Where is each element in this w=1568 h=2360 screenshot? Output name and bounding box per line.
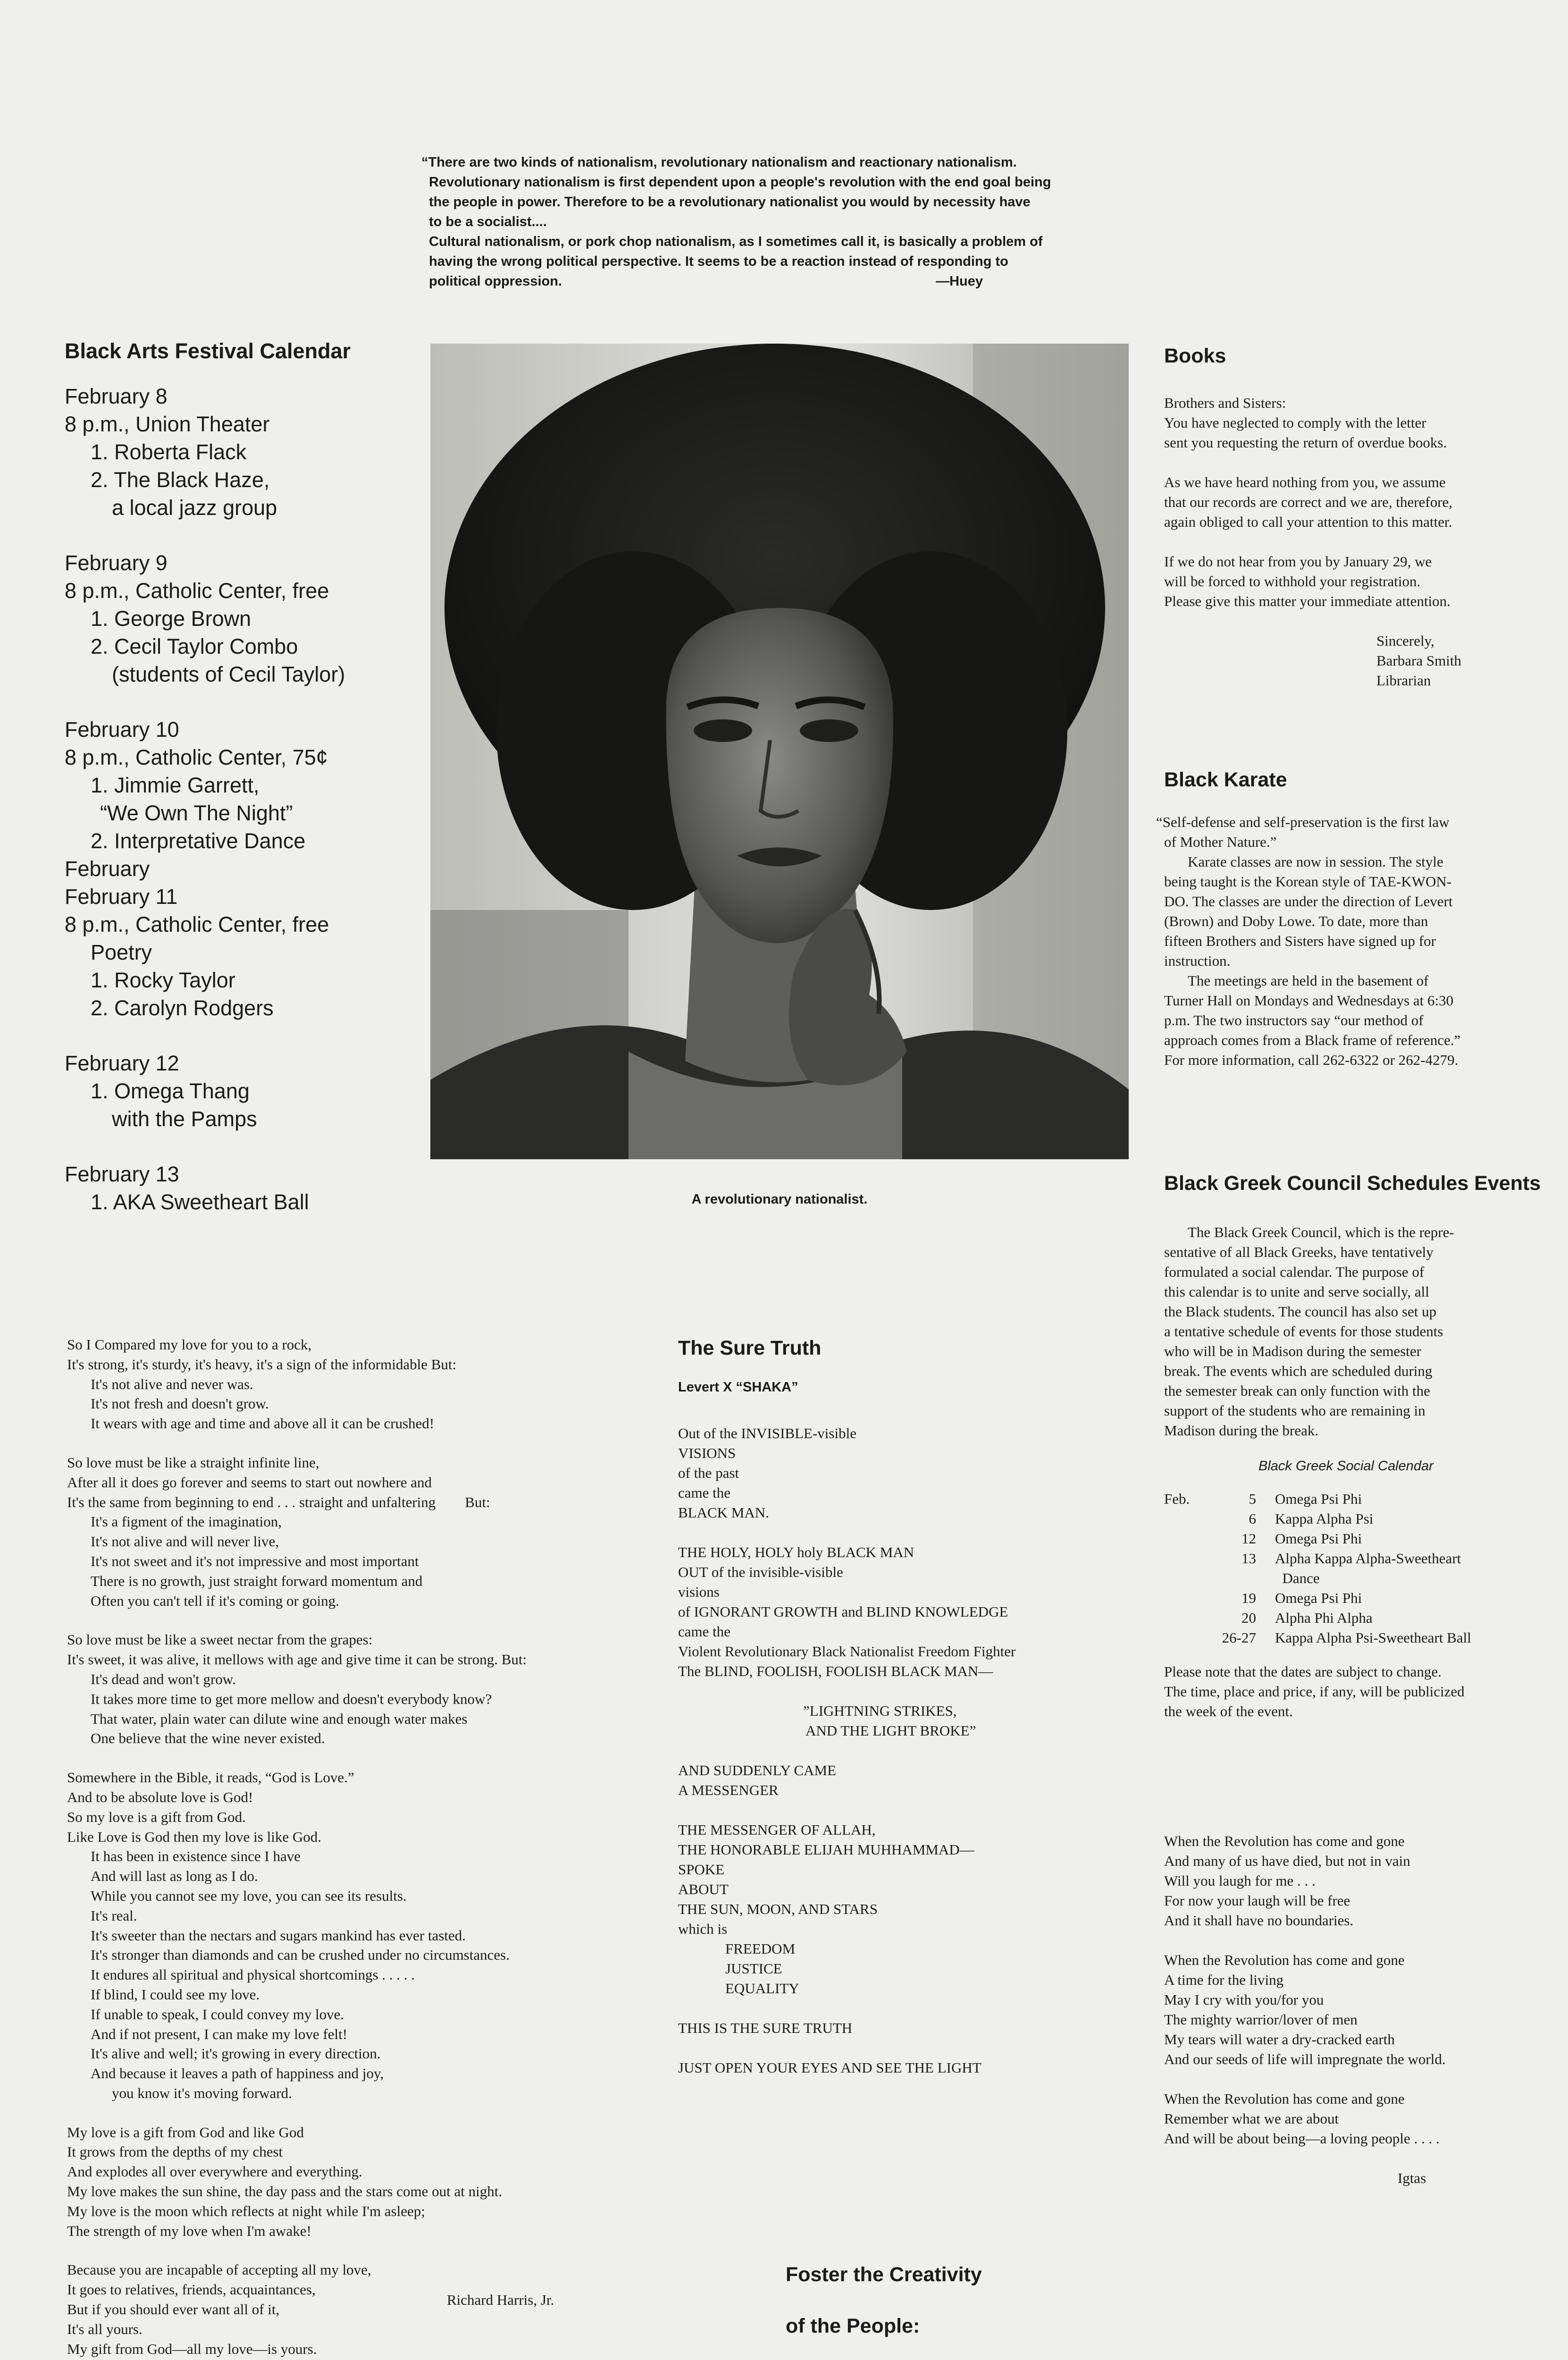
calendar-act-detail: “We Own The Night”: [100, 801, 293, 825]
revolution-line: Will you laugh for me . . .: [1164, 1872, 1316, 1889]
sure-truth-line: SPOKE: [678, 1861, 725, 1878]
karate-line: Karate classes are now in session. The style: [1188, 853, 1443, 870]
greek-intro-line: Madison during the break.: [1164, 1422, 1319, 1439]
greek-intro-line: The Black Greek Council, which is the repre-: [1188, 1224, 1454, 1240]
love-poem-line: One believe that the wine never existed.: [91, 1730, 325, 1747]
sure-truth-line: Out of the INVISIBLE-visible: [678, 1425, 856, 1441]
greek-calendar-table: [1164, 1489, 1471, 1648]
photo-caption: A revolutionary nationalist.: [691, 1192, 868, 1207]
calendar-act: 1. Omega Thang: [91, 1079, 250, 1103]
karate-line: The meetings are held in the basement of: [1188, 972, 1429, 989]
sure-truth-line: ABOUT: [678, 1881, 729, 1897]
calendar-act: 1. Jimmie Garrett,: [91, 773, 260, 797]
love-poem: [67, 1335, 657, 2360]
karate-line: being taught is the Korean style of TAE-KWON-: [1164, 873, 1452, 890]
sure-truth-line: THE HONORABLE ELIJAH MUHHAMMAD—: [678, 1841, 974, 1858]
calendar-act: 1. George Brown: [91, 607, 252, 631]
calendar-act: 2. Interpretative Dance: [91, 829, 306, 853]
sure-truth-line: THE SUN, MOON, AND STARS: [678, 1901, 878, 1917]
greek-event-name: Omega Psi Phi: [1275, 1590, 1362, 1606]
greek-event-name: Omega Psi Phi: [1275, 1491, 1362, 1507]
calendar-day-group: [65, 1049, 395, 1133]
love-poem-line: It wears with age and time and above all it can be crushed!: [91, 1415, 435, 1432]
revolution-line: And will be about being—a loving people . . . .: [1164, 2130, 1440, 2147]
greek-event-row: [1164, 1489, 1471, 1509]
love-poem-line: But if you should ever want all of it,: [67, 2301, 280, 2318]
sure-truth-author: Levert X “SHAKA”: [678, 1380, 798, 1395]
revolution-line: And our seeds of life will impregnate the world.: [1164, 2051, 1446, 2067]
love-poem-line: And to be absolute love is God!: [67, 1788, 253, 1805]
revolution-line: When the Revolution has come and gone: [1164, 1952, 1405, 1968]
karate-line: fifteen Brothers and Sisters have signed up for: [1164, 933, 1436, 949]
greek-event-day: 13: [1241, 1550, 1256, 1567]
greek-event-month: Feb.: [1164, 1491, 1190, 1507]
black-karate-article: [1156, 768, 1538, 1070]
calendar-groups: [65, 382, 395, 1216]
books-title: Books: [1164, 345, 1226, 367]
love-poem-line: So love must be like a sweet nectar from the grapes:: [67, 1631, 373, 1648]
love-poem-stanza: [67, 2260, 657, 2359]
portrait-photo: [430, 344, 1129, 1159]
revolution-line: For now your laugh will be free: [1164, 1892, 1350, 1909]
revolution-stanza: [1164, 1950, 1542, 2069]
calendar-day-group: [65, 716, 395, 1022]
sure-truth-line: FREEDOM: [725, 1940, 796, 1957]
love-poem-line: My love is the moon which reflects at night while I'm asleep;: [67, 2202, 425, 2219]
calendar-act-detail: (students of Cecil Taylor): [112, 662, 345, 686]
revolution-poem: [1164, 1831, 1542, 2188]
books-line: As we have heard nothing from you, we assume: [1164, 474, 1446, 490]
sure-truth-line: BLACK MAN.: [678, 1504, 769, 1521]
love-poem-line: It's real.: [91, 1907, 137, 1924]
love-poem-line: It's the same from beginning to end . . . straight and unfaltering But:: [67, 1493, 490, 1510]
sure-truth-line: AND THE LIGHT BROKE”: [805, 1722, 976, 1739]
calendar-act: 1. Roberta Flack: [91, 440, 247, 464]
karate-title: Black Karate: [1164, 768, 1287, 791]
sure-truth-title: The Sure Truth: [678, 1337, 822, 1359]
greek-event-row: [1164, 1628, 1471, 1648]
greek-intro: [1164, 1222, 1542, 1441]
love-poem-stanza: [67, 2123, 657, 2241]
calendar-time-venue: 8 p.m., Union Theater: [65, 412, 270, 436]
books-line: will be forced to withhold your registration.: [1164, 573, 1421, 590]
love-poem-line: And if not present, I can make my love felt!: [91, 2025, 348, 2042]
sure-truth-line: of IGNORANT GROWTH and BLIND KNOWLEDGE: [678, 1603, 1008, 1620]
sure-truth-stanza: [678, 2018, 1065, 2038]
karate-line: instruction.: [1164, 952, 1231, 969]
revolution-line: May I cry with you/for you: [1164, 1991, 1324, 2008]
quote-line: Revolutionary nationalism is first dependent upon a people's revolution with the end goal being: [429, 175, 1051, 190]
love-poem-author: Richard Harris, Jr.: [447, 2292, 554, 2308]
love-poem-line: It takes more time to get more mellow and doesn't everybody know?: [91, 1690, 492, 1707]
greek-intro-line: break. The events which are scheduled during: [1164, 1363, 1433, 1379]
karate-body: [1156, 812, 1538, 1070]
books-line: Please give this matter your immediate attention.: [1164, 593, 1451, 609]
love-poem-stanza: [67, 1630, 657, 1748]
calendar-act: Poetry: [91, 940, 152, 964]
love-poem-line: It's a figment of the imagination,: [91, 1513, 282, 1530]
sure-truth-line: Violent Revolutionary Black Nationalist Freedom Fighter: [678, 1643, 1016, 1660]
greek-event-name: Omega Psi Phi: [1275, 1530, 1362, 1547]
greek-intro-line: this calendar is to unite and serve socially, all: [1164, 1283, 1429, 1300]
love-poem-line: It endures all spiritual and physical shortcomings . . . . .: [91, 1966, 415, 1983]
love-poem-line: It's strong, it's sturdy, it's heavy, it's a sign of the informidable But:: [67, 1356, 457, 1373]
calendar-act: 1. Rocky Taylor: [91, 968, 235, 992]
greek-note: [1164, 1662, 1542, 1721]
black-arts-festival-calendar: [65, 339, 395, 1243]
greek-intro-line: sentative of all Black Greeks, have tentatively: [1164, 1244, 1434, 1260]
greek-event-day: 12: [1241, 1530, 1256, 1547]
quote-attribution: —Huey: [936, 274, 983, 289]
revolution-line: And many of us have died, but not in vain: [1164, 1853, 1410, 1869]
books-signature-line: Barbara Smith: [1376, 652, 1461, 669]
sure-truth-line: THIS IS THE SURE TRUTH: [678, 2020, 853, 2036]
calendar-date: February 13: [65, 1162, 179, 1186]
love-poem-line: It grows from the depths of my chest: [67, 2143, 283, 2160]
love-poem-line: It's not alive and will never live,: [91, 1533, 279, 1550]
sure-truth-line: of the past: [678, 1465, 739, 1481]
greek-event-day: 20: [1241, 1610, 1256, 1626]
calendar-date: February 10: [65, 717, 179, 742]
greek-intro-line: support of the students who are remaining in: [1164, 1402, 1425, 1419]
sure-truth-line: JUST OPEN YOUR EYES AND SEE THE LIGHT: [678, 2059, 981, 2076]
greek-intro-line: the Black students. The council has also set up: [1164, 1303, 1437, 1320]
karate-line: Turner Hall on Mondays and Wednesdays at 6:30: [1164, 992, 1454, 1009]
revolution-line: When the Revolution has come and gone: [1164, 1833, 1405, 1849]
slogan-line: of the People:: [786, 2315, 920, 2337]
sure-truth-line: AND SUDDENLY CAME: [678, 1762, 837, 1778]
quote-line: having the wrong political perspective. It seems to be a reaction instead of responding to: [429, 254, 1008, 269]
books-notice: [1164, 345, 1537, 691]
books-signature: [1164, 631, 1537, 691]
karate-line: p.m. The two instructors say “our method of: [1164, 1012, 1424, 1028]
calendar-act: 1. AKA Sweetheart Ball: [91, 1190, 309, 1214]
books-line: You have neglected to comply with the letter: [1164, 414, 1426, 431]
portrait-illustration: [430, 344, 1129, 1159]
calendar-act: 2. Cecil Taylor Combo: [91, 634, 298, 658]
sure-truth-line: OUT of the invisible-visible: [678, 1564, 843, 1580]
love-poem-line: So my love is a gift from God.: [67, 1808, 246, 1825]
love-poem-line: It's dead and won't grow.: [91, 1670, 236, 1687]
greek-event-row: [1164, 1529, 1471, 1549]
greek-note-line: Please note that the dates are subject to change.: [1164, 1663, 1442, 1680]
greek-event-day: 5: [1249, 1491, 1256, 1507]
greek-event-month: [1164, 1568, 1202, 1588]
calendar-date: February 12: [65, 1051, 179, 1075]
calendar-day-group: [65, 1160, 395, 1216]
sure-truth-stanza: [678, 1820, 1065, 1998]
sure-truth-stanza: [678, 1542, 1065, 1681]
love-poem-line: It has been in existence since I have: [91, 1848, 301, 1865]
sure-truth-line: visions: [678, 1584, 720, 1600]
books-signature-line: Sincerely,: [1376, 632, 1434, 649]
books-paragraph: [1164, 472, 1537, 532]
love-poem-line: Like Love is God then my love is like God.: [67, 1828, 321, 1845]
sure-truth-stanza: [678, 1701, 1065, 1741]
greek-event-day: 26-27: [1222, 1629, 1256, 1646]
revolution-line: The mighty warrior/lover of men: [1164, 2011, 1358, 2028]
sure-truth-line: VISIONS: [678, 1445, 736, 1461]
greek-event-row: [1164, 1568, 1471, 1588]
books-line: Brothers and Sisters:: [1164, 395, 1286, 411]
sure-truth-line: THE HOLY, HOLY holy BLACK MAN: [678, 1544, 914, 1560]
calendar-act-detail: with the Pamps: [112, 1107, 257, 1131]
revolution-line: Remember what we are about: [1164, 2110, 1339, 2127]
love-poem-line: It's sweet, it was alive, it mellows with age and give time it can be strong. But:: [67, 1651, 527, 1668]
sure-truth-stanza: [678, 1761, 1065, 1800]
love-poem-line: That water, plain water can dilute wine and enough water makes: [91, 1710, 468, 1727]
greek-title: Black Greek Council Schedules Events: [1164, 1172, 1541, 1195]
books-line: If we do not hear from you by January 29, we: [1164, 553, 1432, 570]
love-poem-line: Often you can't tell if it's coming or going.: [91, 1592, 339, 1609]
slogan-line: Foster the Creativity: [786, 2263, 982, 2286]
calendar-day-group: [65, 382, 395, 522]
love-poem-stanza: [67, 1768, 657, 2103]
love-poem-line: It's not fresh and doesn't grow.: [91, 1395, 269, 1412]
love-poem-line: So love must be like a straight infinite line,: [67, 1454, 319, 1471]
sure-truth-poem: [678, 1337, 1065, 2098]
books-line: sent you requesting the return of overdue books.: [1164, 434, 1447, 451]
greek-event-month: [1164, 1588, 1202, 1608]
sure-truth-stanza: [678, 2058, 1065, 2078]
greek-note-line: the week of the event.: [1164, 1703, 1293, 1719]
greek-calendar-title: Black Greek Social Calendar: [1258, 1458, 1434, 1474]
greek-intro-line: the semester break can only function with the: [1164, 1382, 1430, 1399]
quote-line: the people in power. Therefore to be a revolutionary nationalist you would by necessity have: [429, 194, 1031, 210]
greek-event-month: [1164, 1549, 1202, 1568]
love-poem-line: So I Compared my love for you to a rock,: [67, 1336, 312, 1353]
calendar-act-detail: a local jazz group: [112, 496, 277, 520]
revolution-line: When the Revolution has come and gone: [1164, 2090, 1405, 2107]
opening-quote: [421, 152, 1101, 291]
revolution-line: My tears will water a dry-cracked earth: [1164, 2031, 1395, 2048]
love-poem-line: It's not sweet and it's not impressive and most important: [91, 1552, 419, 1569]
greek-event-row: [1164, 1509, 1471, 1529]
greek-intro-line: formulated a social calendar. The purpose of: [1164, 1264, 1425, 1280]
karate-line: approach comes from a Black frame of reference.”: [1164, 1032, 1461, 1048]
love-poem-line: After all it does go forever and seems to start out nowhere and: [67, 1474, 432, 1491]
karate-line: of Mother Nature.”: [1164, 834, 1277, 850]
books-line: again obliged to call your attention to this matter.: [1164, 514, 1452, 530]
love-poem-line: My love makes the sun shine, the day pass and the stars come out at night.: [67, 2183, 503, 2200]
love-poem-line: While you cannot see my love, you can see its results.: [91, 1887, 407, 1904]
calendar-date: February 8: [65, 384, 168, 408]
sure-truth-line: The BLIND, FOOLISH, FOOLISH BLACK MAN—: [678, 1663, 993, 1679]
quote-line: to be a socialist....: [429, 214, 547, 229]
sure-truth-line: A MESSENGER: [678, 1782, 779, 1798]
revolution-poem-author: Igtas: [1398, 2170, 1426, 2186]
books-signature-line: Librarian: [1376, 672, 1431, 689]
revolution-line: A time for the living: [1164, 1972, 1284, 1988]
love-poem-line: It goes to relatives, friends, acquaintances,: [67, 2281, 316, 2298]
greek-event-name: Kappa Alpha Psi-Sweetheart Ball: [1275, 1629, 1471, 1646]
love-poem-line: And explodes all over everywhere and everything.: [67, 2163, 362, 2180]
sure-truth-line: EQUALITY: [725, 1980, 799, 1997]
books-body: [1164, 393, 1537, 611]
love-poem-line: It's alive and well; it's growing in every direction.: [91, 2045, 381, 2062]
calendar-title: Black Arts Festival Calendar: [65, 339, 351, 363]
calendar-time-venue: 8 p.m., Catholic Center, free: [65, 579, 329, 603]
quote-line: “There are two kinds of nationalism, revolutionary nationalism and reactionary nationalism.: [421, 155, 1017, 170]
revolution-stanza: [1164, 1831, 1542, 1930]
quote-line: Cultural nationalism, or pork chop nationalism, as I sometimes call it, is basically a problem of: [429, 234, 1043, 249]
karate-line: DO. The classes are under the direction of Levert: [1164, 893, 1453, 910]
greek-event-name: Alpha Kappa Alpha-Sweetheart: [1275, 1550, 1461, 1567]
calendar-act: 2. The Black Haze,: [91, 468, 270, 492]
sure-truth-line: ”LIGHTNING STRIKES,: [803, 1703, 957, 1719]
love-poem-line: Somewhere in the Bible, it reads, “God is Love.”: [67, 1769, 354, 1786]
greek-event-row: [1164, 1549, 1471, 1568]
love-poem-line: It's all yours.: [67, 2320, 143, 2337]
quote-line: political oppression.: [429, 274, 562, 289]
love-poem-line: My love is a gift from God and like God: [67, 2124, 304, 2141]
calendar-day-group: [65, 549, 395, 688]
sure-truth-line: THE MESSENGER OF ALLAH,: [678, 1821, 876, 1838]
greek-event-row: [1164, 1608, 1471, 1628]
love-poem-stanza: [67, 1453, 657, 1610]
love-poem-line: Because you are incapable of accepting all my love,: [67, 2261, 371, 2278]
love-poem-line: My gift from God—all my love—is yours.: [67, 2340, 317, 2357]
sure-truth-line: which is: [678, 1921, 728, 1937]
greek-event-name: Dance: [1275, 1570, 1320, 1586]
calendar-date: February 9: [65, 551, 168, 575]
greek-event-day: 6: [1249, 1510, 1256, 1527]
calendar-time-venue: 8 p.m., Catholic Center, free: [65, 912, 329, 936]
love-poem-line: If blind, I could see my love.: [91, 1986, 260, 2003]
sure-truth-line: came the: [678, 1623, 731, 1640]
love-poem-line: you know it's moving forward.: [112, 2084, 292, 2101]
calendar-time-venue: 8 p.m., Catholic Center, 75¢: [65, 745, 328, 769]
greek-note-line: The time, place and price, if any, will be publicized: [1164, 1683, 1465, 1700]
greek-event-day: [1202, 1568, 1275, 1588]
greek-event-day: 19: [1241, 1590, 1256, 1606]
greek-event-name: Kappa Alpha Psi: [1275, 1510, 1374, 1527]
love-poem-line: The strength of my love when I'm awake!: [67, 2222, 311, 2239]
karate-line: “Self-defense and self-preservation is the first law: [1156, 814, 1450, 830]
karate-line: For more information, call 262-6322 or 262-4279.: [1164, 1052, 1459, 1068]
greek-event-row: [1164, 1588, 1471, 1608]
love-poem-line: And will last as long as I do.: [91, 1868, 258, 1885]
sure-truth-line: came the: [678, 1484, 731, 1501]
books-paragraph: [1164, 393, 1537, 453]
greek-intro-line: who will be in Madison during the semester: [1164, 1343, 1421, 1359]
greek-event-month: [1164, 1529, 1202, 1549]
calendar-act: 2. Carolyn Rodgers: [91, 996, 274, 1020]
black-greek-council-article: [1164, 1172, 1542, 1721]
love-poem-line: It's not alive and never was.: [91, 1375, 253, 1392]
slogan: [786, 2263, 1116, 2360]
revolution-line: And it shall have no boundaries.: [1164, 1912, 1354, 1929]
calendar-date: February 11: [65, 885, 178, 909]
karate-line: (Brown) and Doby Lowe. To date, more than: [1164, 913, 1428, 929]
love-poem-line: It's stronger than diamonds and can be crushed under no circumstances.: [91, 1947, 510, 1964]
love-poem-line: It's sweeter than the nectars and sugars mankind has ever tasted.: [91, 1927, 466, 1944]
love-poem-line: There is no growth, just straight forward momentum and: [91, 1572, 423, 1589]
greek-event-month: [1164, 1628, 1202, 1648]
greek-intro-line: a tentative schedule of events for those students: [1164, 1323, 1443, 1340]
sure-truth-line: JUSTICE: [725, 1960, 782, 1977]
revolution-stanza: [1164, 2089, 1542, 2149]
sure-truth-stanza: [678, 1424, 1065, 1523]
books-paragraph: [1164, 552, 1537, 611]
books-line: that our records are correct and we are, therefore,: [1164, 494, 1453, 510]
greek-event-month: [1164, 1608, 1202, 1628]
greek-event-name: Alpha Phi Alpha: [1275, 1610, 1373, 1626]
love-poem-line: And because it leaves a path of happiness and joy,: [91, 2065, 384, 2082]
love-poem-stanza: [67, 1335, 657, 1433]
greek-event-month: [1164, 1509, 1202, 1529]
love-poem-line: If unable to speak, I could convey my love.: [91, 2006, 344, 2023]
calendar-date: February: [65, 857, 150, 881]
